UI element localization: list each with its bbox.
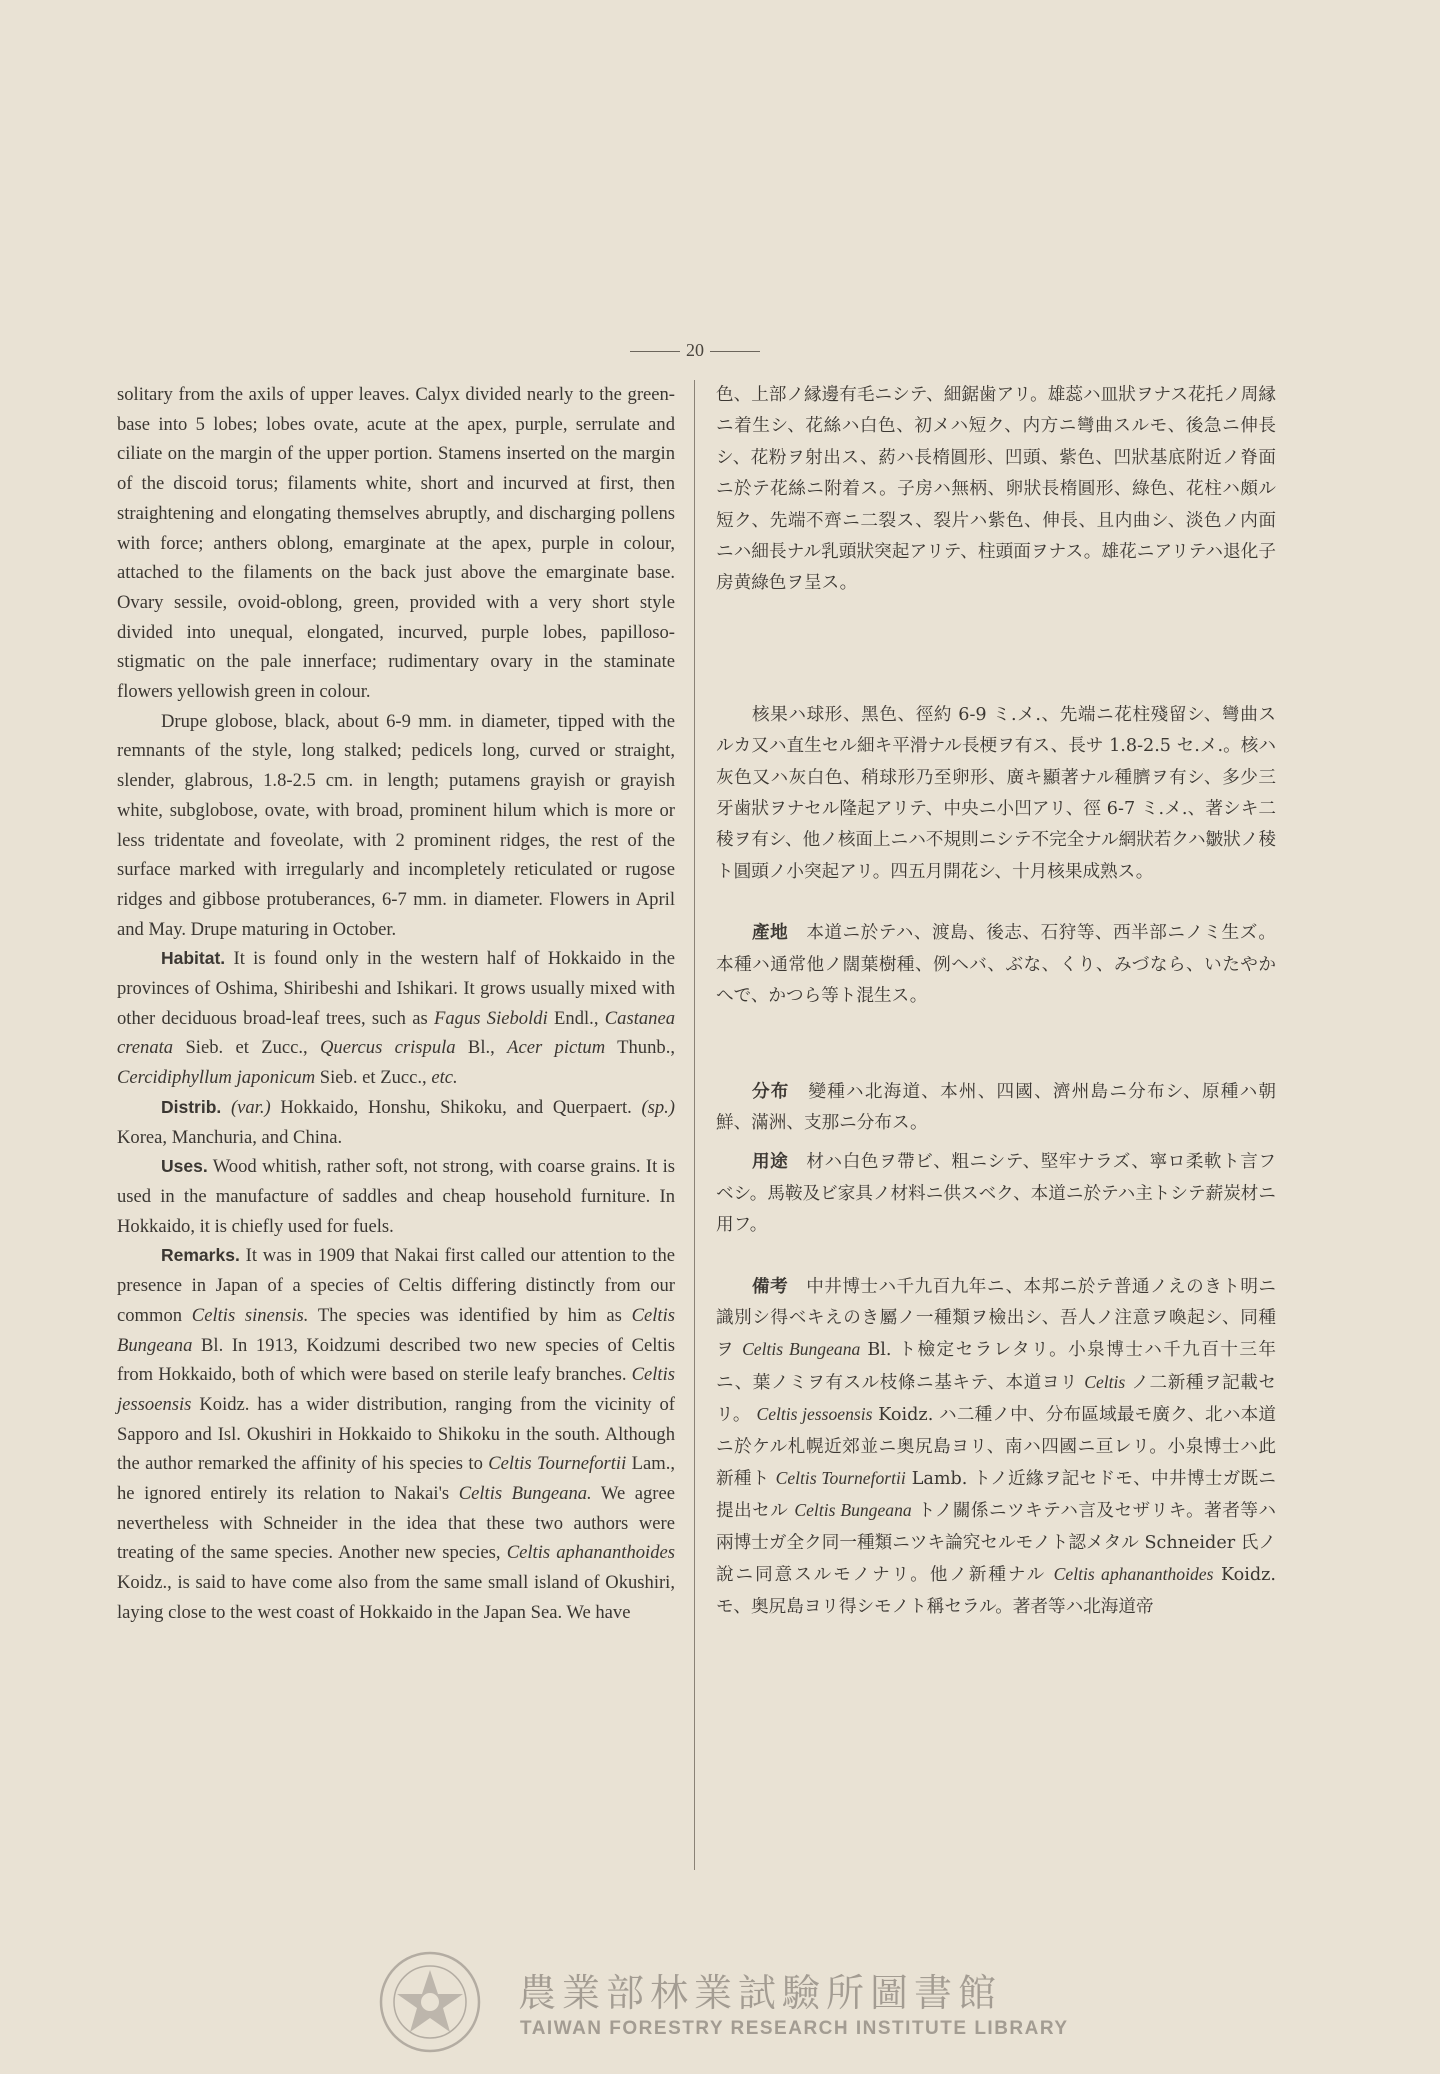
page-number-rule-left: [630, 351, 680, 352]
jp-remarks-text-e: Lamb. トノ近緣ヲ記セドモ、中井博士ガ既ニ提出セル: [716, 1468, 1277, 1522]
jp-remarks-text-g: Koidz. モ、奥尻島ヨリ得シモノト稱セラル。著者等ハ北海道帝: [716, 1565, 1276, 1617]
jp-description-text: 色、上部ノ縁邊有毛ニシテ、細鋸歯アリ。雄蕊ハ皿狀ヲナス花托ノ周縁ニ着生シ、花絲ハ白色、初メハ短ク、内方ニ彎曲スルモ、後急ニ伸長シ、花粉ヲ射出ス、葯ハ長楕圓形、凹頭、紫色、凹狀基底附近ノ脊面ニ於テ花絲ニ附着ス。子房ハ無柄、卵狀長楕圓形、綠色、花柱ハ頗ル短ク、先端不齊ニ二裂ス、裂片ハ紫色、伸長、且内曲シ、淡色ノ内面ニハ細長ナル乳頭狀突起アリテ、柱頭面ヲナス。雄花ニアリテハ退化子房黄綠色ヲ呈ス。: [716, 385, 1276, 594]
jp-species-jessoensis: Celtis jessoensis: [756, 1404, 873, 1425]
page-number: [620, 340, 770, 361]
en-distrib-text-a: Hokkaido, Honshu, Shikoku, and Querpaert.: [280, 1096, 632, 1118]
en-species-castanea: Castanea crenata: [117, 1007, 676, 1059]
jp-remarks-text-b: Bl. ト檢定セラレタリ。小泉博士ハ千九百十三年ニ、葉ノミヲ有スル枝條ニ基キテ、本道ヨリ: [716, 1340, 1276, 1393]
footer-library-title: 農業部林業試驗所圖書館: [518, 1971, 1003, 2015]
en-species-acer: Acer pictum: [507, 1037, 606, 1059]
en-habitat-text-f: Sieb. et Zucc.,: [319, 1067, 427, 1089]
jp-gap: [716, 1013, 1276, 1077]
jp-remarks-text-a: 中井博士ハ千九百九年ニ、本邦ニ於テ普通ノえのきト明ニ識別シ得ベキえのき屬ノ一種類ヲ檢出シ、吾人ノ注意ヲ喚起シ、同種ヲ: [716, 1276, 1276, 1361]
en-habitat-text-d: Bl.,: [467, 1037, 495, 1059]
jp-remarks-text-c: ノ二新種ヲ記載セリ。: [716, 1372, 1276, 1426]
en-habitat-heading: Habitat.: [161, 948, 226, 969]
en-species-quercus: Quercus crispula: [320, 1037, 456, 1059]
en-distrib-paragraph: [117, 1093, 675, 1152]
jp-gap: [716, 1139, 1276, 1147]
en-species-bungeana-2: Celtis Bungeana.: [458, 1483, 592, 1505]
jp-gap: [716, 1242, 1276, 1272]
en-distrib-heading: Distrib.: [161, 1096, 222, 1117]
jp-species-bungeana: Celtis Bungeana: [742, 1339, 861, 1360]
english-column: [117, 380, 675, 1628]
jp-remarks-heading: 備考: [752, 1276, 789, 1297]
jp-species-aphananthoides: Celtis aphananthoides: [1053, 1564, 1214, 1585]
en-remarks-text-e: Lam., he ignored entirely its relation to Nakai's: [117, 1453, 676, 1505]
en-species-cercidiphyllum: Cercidiphyllum japonicum: [117, 1067, 316, 1089]
jp-drupe-paragraph: [716, 700, 1276, 888]
en-species-tournefortii: Celtis Tournefortii: [488, 1453, 627, 1475]
en-remarks-text-f: We agree nevertheless with Schneider in the idea that these two authors were treating of the same species. Another new species,: [117, 1483, 675, 1564]
footer-library-subtitle: TAIWAN FORESTRY RESEARCH INSTITUTE LIBRARY: [520, 2018, 1069, 2039]
jp-drupe-text: 核果ハ球形、黑色、徑約 6-9 ミ.メ.、先端ニ花柱殘留シ、彎曲スルカ又ハ直生セル細キ平滑ナル長梗ヲ有ス、長サ 1.8-2.5 セ.メ.。核ハ灰色又ハ灰白色、稍球形乃至卵形、廣キ顯著ナル種臍ヲ有シ、多少三牙歯狀ヲナセル隆起アリテ、中央ニ小凹アリ、徑 6-7 ミ.メ.、著シキ二稜ヲ有シ、他ノ核面上ニハ不規則ニシテ不完全ナル網狀若クハ皺狀ノ稜ト圓頭ノ小突起アリ。四五月開花シ、十月核果成熟ス。: [716, 704, 1276, 882]
en-remarks-text-d: Koidz. has a wider distribution, ranging from the vicinity of Sapporo and Isl. Okushiri in Hokkaido to Shikoku in the south. Although the author remarked the affinity of his species to: [117, 1393, 675, 1475]
en-habitat-paragraph: [117, 944, 675, 1093]
en-habitat-etc: etc.: [431, 1067, 458, 1089]
en-remarks-heading: Remarks.: [161, 1245, 240, 1266]
japanese-column: [716, 380, 1276, 1623]
jp-remarks-text-d: Koidz. ハ二種ノ中、分布區域最モ廣ク、北ハ本道ニ於ケル札幌近郊並ニ奥尻島ヨリ、南ハ四國ニ亘レリ。小泉博士ハ此新種ト: [716, 1405, 1276, 1489]
jp-species-tournefortii: Celtis Tournefortii: [775, 1467, 906, 1488]
en-species-jessoensis: Celtis jessoensis: [117, 1364, 675, 1415]
jp-habitat-text: 本道ニ於テハ、渡島、後志、石狩等、西半部ニノミ生ズ。本種ハ通常他ノ闊葉樹種、例ヘバ、ぶな、くり、みづなら、いたやかへで、かつら等ト混生ス。: [716, 923, 1276, 1007]
en-distrib-var: (var.): [230, 1096, 271, 1118]
en-distrib-text-b: Korea, Manchuria, and China.: [117, 1126, 343, 1148]
en-species-aphananthoides: Celtis aphananthoides: [506, 1542, 675, 1564]
jp-distrib-paragraph: [716, 1077, 1276, 1140]
jp-distrib-heading: 分布: [752, 1081, 790, 1102]
jp-uses-text: 材ハ白色ヲ帶ビ、粗ニシテ、堅牢ナラズ、寧ロ柔軟ト言フベシ。馬鞍及ビ家具ノ材料ニ供スベク、本道ニ於テハ主トシテ薪炭材ニ用フ。: [716, 1152, 1276, 1236]
jp-description-paragraph: [716, 380, 1276, 600]
en-remarks-text-b: The species was identified by him as: [317, 1304, 622, 1326]
jp-genus-celtis: Celtis: [1084, 1371, 1126, 1392]
jp-habitat-paragraph: [716, 918, 1276, 1012]
page-number-text: 20: [686, 340, 704, 360]
jp-uses-heading: 用途: [752, 1152, 789, 1173]
column-divider: [694, 380, 695, 1870]
en-habitat-text-b: Endl.,: [554, 1007, 599, 1029]
en-remarks-text-c: Bl. In 1913, Koidzumi described two new species of Celtis from Hokkaido, both of which were based on sterile leafy branches.: [117, 1334, 675, 1386]
jp-gap: [716, 600, 1276, 700]
library-seal-logo: [378, 1950, 482, 2054]
en-distrib-sp: (sp.): [641, 1096, 676, 1118]
en-uses-heading: Uses.: [161, 1156, 208, 1177]
jp-uses-paragraph: [716, 1147, 1276, 1241]
en-habitat-text-a: It is found only in the western half of Hokkaido in the provinces of Oshima, Shiribeshi and Ishikari. It grows usually mixed with other deciduous broad-leaf trees, such as: [117, 948, 675, 1029]
en-remarks-text-g: Koidz., is said to have come also from the same small island of Okushiri, laying close to the west coast of Hokkaido in the Japan Sea. We have: [117, 1572, 675, 1623]
en-uses-text: Wood whitish, rather soft, not strong, with coarse grains. It is used in the manufacture of saddles and cheap household furniture. In Hokkaido, it is chiefly used for fuels.: [117, 1156, 676, 1237]
en-remarks-text-a: It was in 1909 that Nakai first called our attention to the presence in Japan of a species of Celtis differing distinctly from our common: [117, 1245, 675, 1326]
jp-remarks-paragraph: [716, 1272, 1276, 1623]
jp-remarks-text-f: トノ關係ニツキテハ言及セザリキ。著者等ハ兩博士ガ全ク同一種類ニツキ論究セルモノト認メタル Schneider 氏ノ說ニ同意スルモノナリ。他ノ新種ナル: [716, 1501, 1276, 1586]
jp-habitat-heading: 產地: [752, 923, 789, 944]
en-habitat-text-e: Thunb.,: [617, 1037, 675, 1059]
en-description-text: solitary from the axils of upper leaves. Calyx divided nearly to the green-base into 5 lobes; lobes ovate, acute at the apex, purple, serrulate and ciliate on the margin of the upper portion. Stamens inserted on the margin of the discoid torus; filaments white, short and incurved at first, then straightening and elongating themselves abruptly, and discharging pollens with force; anthers oblong, emarginate at the apex, purple in colour, attached to the filaments on the back just above the emarginate base. Ovary sessile, ovoid-oblong, green, provided with a very short style divided into unequal, elongated, incurved, purple lobes, papilloso-stigmatic on the pale innerface; rudimentary ovary in the staminate flowers yellowish green in colour.: [117, 384, 675, 703]
jp-species-bungeana-2: Celtis Bungeana: [794, 1500, 912, 1521]
en-habitat-text-c: Sieb. et Zucc.,: [185, 1037, 308, 1059]
en-species-sinensis: Celtis sinensis.: [191, 1304, 309, 1326]
page-number-rule-right: [710, 351, 760, 352]
en-uses-paragraph: [117, 1152, 675, 1241]
en-remarks-paragraph: [117, 1241, 675, 1627]
en-species-bungeana: Celtis Bungeana: [117, 1304, 675, 1356]
jp-gap: [716, 888, 1276, 918]
en-drupe-paragraph: [117, 707, 675, 945]
en-description-paragraph: [117, 380, 675, 707]
en-drupe-text: Drupe globose, black, about 6-9 mm. in diameter, tipped with the remnants of the style, long stalked; pedicels long, curved or straight, slender, glabrous, 1.8-2.5 cm. in length; putamens grayish or grayish white, subglobose, ovate, with broad, prominent hilum which is more or less tridentate and foveolate, with 2 prominent ridges, the rest of the surface marked with irregularly and incompletely reticulated or rugose ridges and gibbose protuberances, 6-7 mm. in diameter. Flowers in April and May. Drupe maturing in October.: [117, 710, 675, 940]
jp-distrib-text: 變種ハ北海道、本州、四國、濟州島ニ分布シ、原種ハ朝鮮、滿洲、支那ニ分布ス。: [716, 1081, 1276, 1133]
en-species-fagus: Fagus Sieboldi: [434, 1007, 548, 1029]
